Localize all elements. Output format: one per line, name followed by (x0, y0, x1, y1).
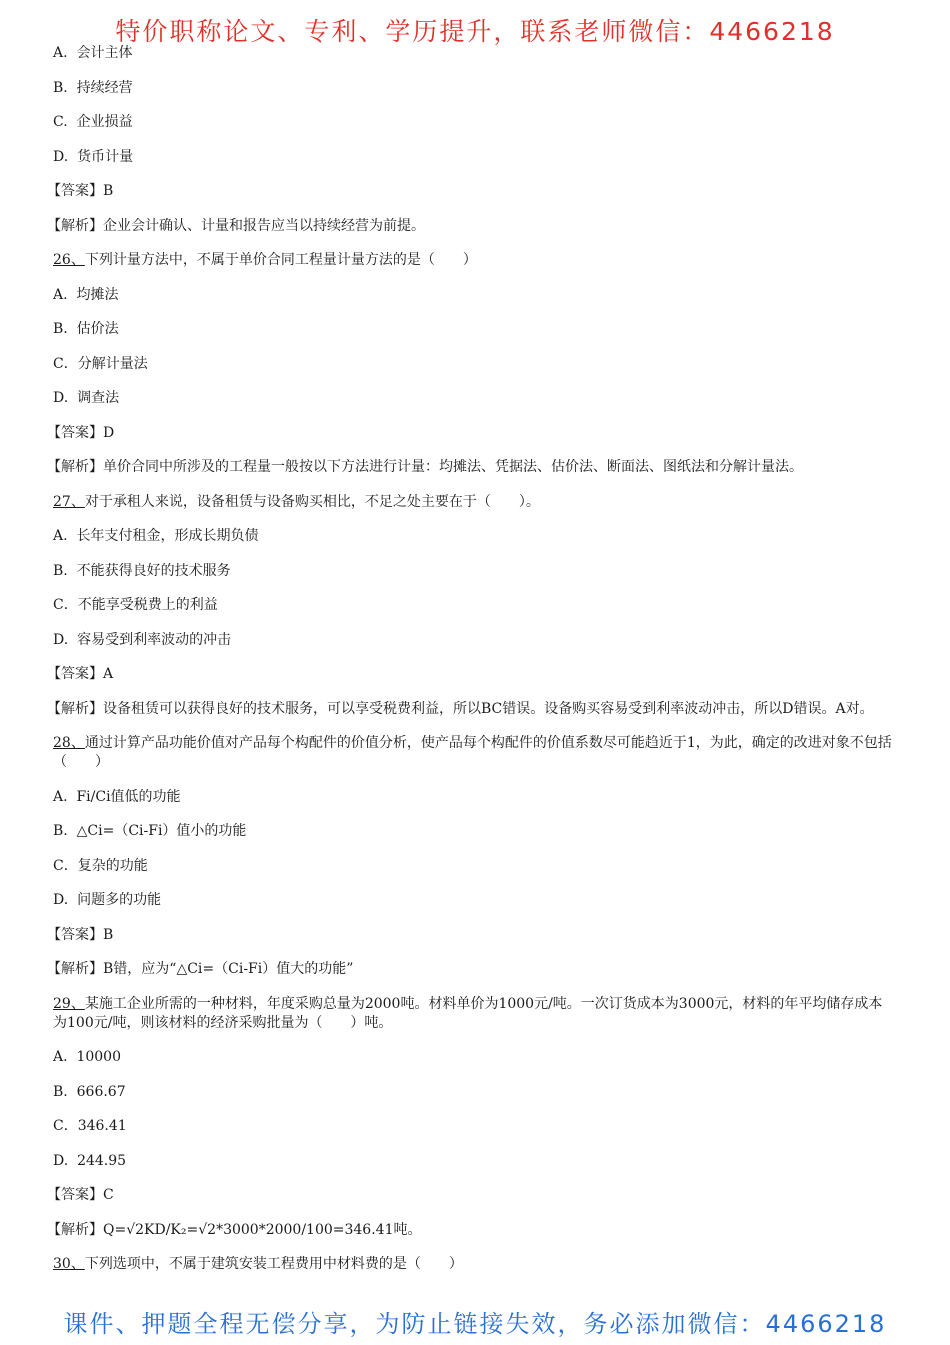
question-stem (53, 251, 893, 270)
answer-option: A. 10000 (53, 1049, 121, 1065)
answer-option: D. 调查法 (53, 390, 120, 406)
answer-option: C. 企业损益 (53, 114, 133, 130)
footer-watermark-banner: 课件、押题全程无偿分享，为防止链接失效，务必添加微信：4466218 (63, 1310, 887, 1338)
question-number: 30、 (53, 1256, 85, 1272)
answer-key: 【答案】A (47, 666, 114, 682)
question-text: 下列计量方法中，不属于单价合同工程量计量方法的是（ ） (84, 252, 477, 268)
answer-key: 【答案】C (47, 1187, 114, 1203)
header-watermark-banner: 特价职称论文、专利、学历提升，联系老师微信：4466218 (115, 17, 835, 46)
question-text: 下列选项中，不属于建筑安装工程费用中材料费的是（ ） (84, 1256, 463, 1272)
answer-analysis: 【解析】单价合同中所涉及的工程量一般按以下方法进行计量：均摊法、凭据法、估价法、断面法、图纸法和分解计量法。 (47, 459, 803, 475)
answer-option: D. 244.95 (53, 1152, 127, 1169)
answer-option: B. △Ci=（Ci-Fi）值小的功能 (53, 823, 247, 839)
question-number: 29、 (53, 995, 85, 1012)
question-text: 通过计算产品功能价值对产品每个构配件的价值分析，使产品每个构配件的价值系数尽可能趋近于1，为此，确定的改进对象不包括（ ） (53, 735, 892, 770)
question-number: 26、 (53, 252, 85, 268)
answer-option: A. Fi/Ci值低的功能 (53, 788, 181, 805)
answer-option: B. 估价法 (53, 321, 119, 337)
answer-option: B. 不能获得良好的技术服务 (53, 562, 231, 579)
answer-analysis: 【解析】设备租赁可以获得良好的技术服务，可以享受税费利益，所以BC错误。设备购买容易受到利率波动冲击，所以D错误。A对。 (47, 700, 874, 717)
answer-option: C．346.41 (53, 1118, 127, 1134)
question-text: 某施工企业所需的一种材料，年度采购总量为2000吨。材料单价为1000元/吨。一次订货成本为3000元，材料的年平均储存成本为100元/吨，则该材料的经济采购批量为（ ）吨。 (53, 995, 883, 1031)
answer-option: A. 长年支付租金，形成长期负债 (53, 528, 259, 544)
question-number: 28、 (53, 735, 85, 751)
answer-option: D. 问题多的功能 (53, 892, 162, 908)
answer-option: C．不能享受税费上的利益 (53, 597, 218, 613)
answer-key: 【答案】D (47, 424, 115, 441)
question-stem (53, 734, 893, 772)
answer-analysis: 【解析】Q=√2KD/K₂=√2*3000*2000/100=346.41吨。 (47, 1221, 422, 1238)
answer-option: A. 会计主体 (53, 45, 133, 61)
question-text: 对于承租人来说，设备租赁与设备购买相比，不足之处主要在于（ ）。 (84, 493, 540, 510)
answer-option: C．分解计量法 (53, 355, 148, 372)
answer-option: C．复杂的功能 (53, 857, 148, 874)
document-body (47, 44, 893, 1290)
answer-option: A. 均摊法 (53, 286, 119, 303)
question-number: 27、 (53, 493, 85, 510)
question-stem (53, 493, 893, 512)
answer-option: D. 货币计量 (53, 148, 134, 165)
answer-option: B. 666.67 (53, 1083, 126, 1100)
answer-analysis: 【解析】企业会计确认、计量和报告应当以持续经营为前提。 (47, 217, 425, 234)
answer-analysis: 【解析】B错，应为“△Ci=（Ci-Fi）值大的功能” (47, 961, 354, 977)
answer-key: 【答案】B (47, 183, 114, 199)
answer-key: 【答案】B (47, 926, 114, 943)
answer-option: D. 容易受到利率波动的冲击 (53, 631, 232, 648)
answer-option: B. 持续经营 (53, 79, 133, 96)
question-stem (53, 995, 893, 1033)
question-stem (53, 1255, 893, 1274)
